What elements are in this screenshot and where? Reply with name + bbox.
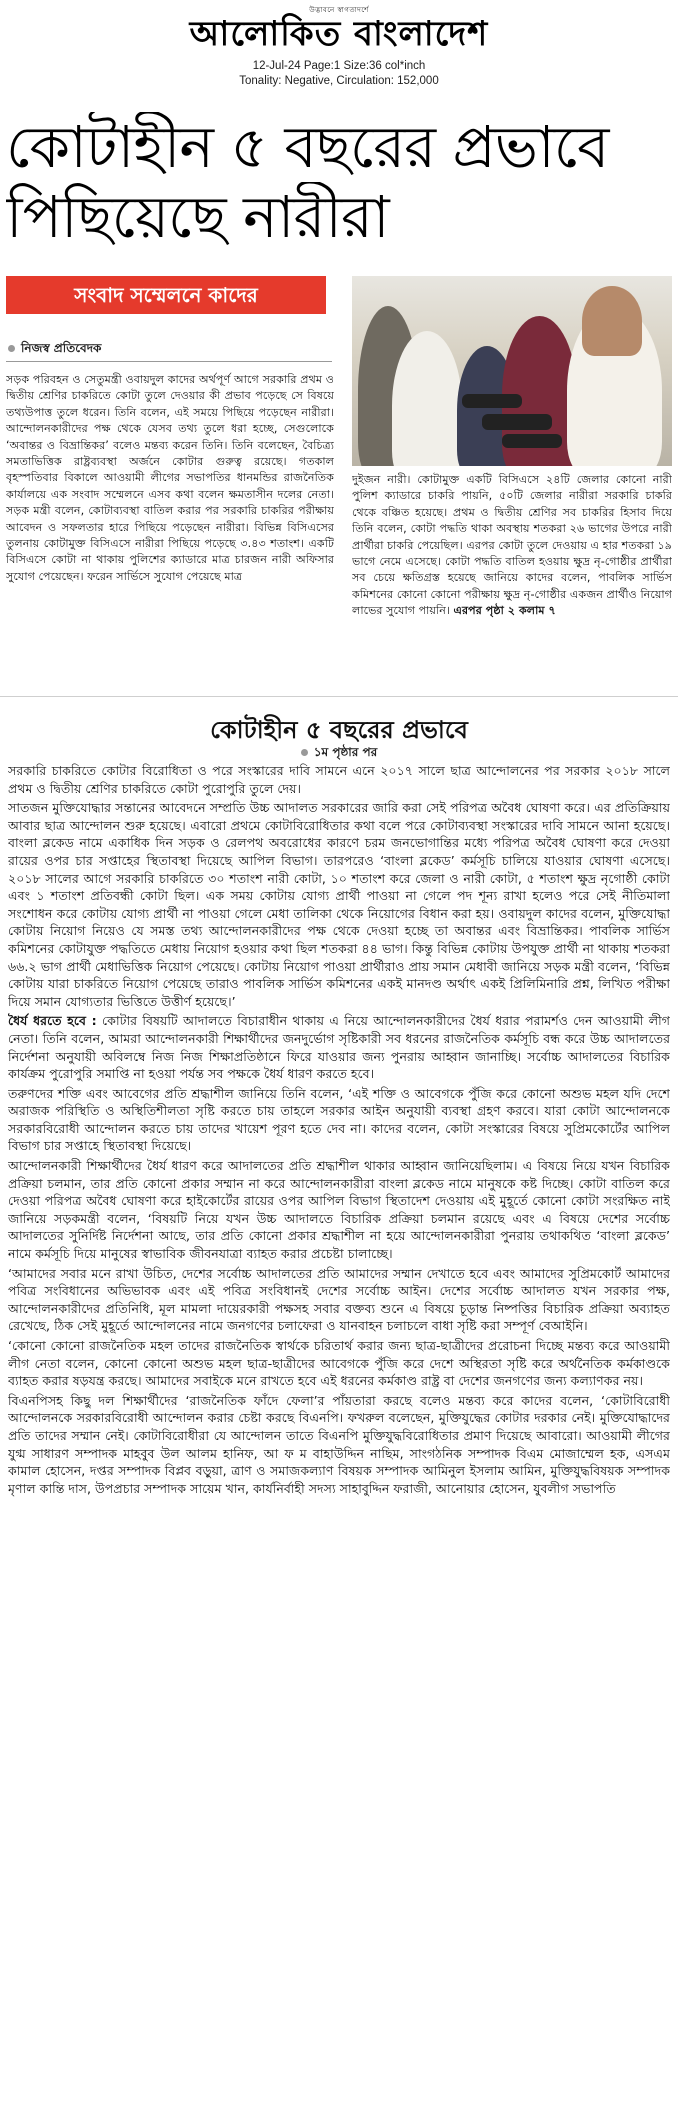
body-paragraph: তরুণদের শক্তি এবং আবেগের প্রতি শ্রদ্ধাশীল জানিয়ে তিনি বলেন, ‘এই শক্তি ও আবেগকে পুঁজি করে কোনো অশুভ মহল যদি দেশে অরাজক পরিস্থিতি ও অস্থিতিশীলতা সৃষ্টি করতে চায় তাহলে সরকার আইন অনুযায়ী ব্যবস্থা গ্রহণ করবে। যারা কোটা আন্দোলনকে সরকারবিরোধী আন্দোলন করতে চায় তাদের খায়েশ পূরণ হতে দেব না। কাদের বলেন, কোটা সংস্কারের বিষয়ে সুপ্রিমকোর্টের আপিল বিভাগ চার সপ্তাহে স্থিতাবস্থা দিয়েছে। — [8, 1085, 670, 1154]
byline-text: নিজস্ব প্রতিবেদক — [21, 341, 102, 355]
lead-text-2: দুইজন নারী। কোটামুক্ত একটি বিসিএসে ২৪টি জেলার কোনো নারী পুলিশ ক্যাডারে চাকরি পায়নি, ৫০টি জেলার নারীরা সরকারি চাকরি থেকে বঞ্চিত হয়েছে। প্রথম ও দ্বিতীয় শ্রেণির সব চাকরির হিসাব দিয়ে তিনি বলেন, কোটা পদ্ধতি থাকা অবস্থায় শতকরা ২৬ ভাগের উপরে নারী প্রার্থীরা চাকরি পেয়েছিল। এরপর কোটা তুলে দেওয়ায় এ হার শতকরা ১৯ ভাগে নেমে এসেছে। কোটা পদ্ধতি বাতিল হওয়ায় ক্ষুদ্র নৃ-গোষ্ঠীর প্রার্থীরা সব চেয়ে ক্ষতিগ্রস্ত হয়েছে জানিয়ে কাদের বলেন, পাবলিক সার্ভিস কমিশনের কোনো কোনো পরীক্ষায় ক্ষুদ্র নৃ-গোষ্ঠীর একজন প্রার্থীও নিয়োগ লাভের সুযোগ পায়নি। — [352, 473, 672, 618]
newspaper-logo: আলোকিত বাংলাদেশ — [189, 14, 489, 54]
byline-rule — [6, 361, 332, 362]
continued-note: এরপর পৃষ্ঠা ২ কলাম ৭ — [453, 604, 556, 618]
body-paragraph: আন্দোলনকারী শিক্ষার্থীদের ধৈর্য ধারণ করে আদালতের প্রতি শ্রদ্ধাশীল থাকার আহ্বান জানিয়েছিলাম। এ বিষয়ে নিয়ে যখন বিচারিক প্রক্রিয়া চলমান, তার প্রতি কোনো প্রকার সম্মান না করে আন্দোলনকারীরা বাংলা ব্লকেড নামে মানুষকে কষ্ট দিচ্ছে। কোটা বাতিল করে দেওয়া পরিপত্র অবৈধ ঘোষণা করে হাইকোর্টের রায়ের ওপর আপিল বিভাগ স্থিতাদেশ দেওয়ায় এই মুহূর্তে কোনো কোটা সংরক্ষিত নাই জানিয়ে সড়কমন্ত্রী বলেন, ‘বিষয়টি নিয়ে যখন উচ্চ আদালতে বিচারিক প্রক্রিয়া চলমান রয়েছে এবং এ বিষয়ে দেশের সর্বোচ্চ আদালতের সুনির্দিষ্ট নির্দেশনা আছে, তার প্রতি কোনো প্রকার শ্রদ্ধাশীল না হয়ে আন্দোলনকারীরা পুনরায় তথাকথিত ‘বাংলা ব্লকেড’ নামে কর্মসূচি দিয়ে মানুষের স্বাভাবিক জীবনযাত্রা ব্যাহত করার প্রচেষ্টা চালাচ্ছে। — [8, 1158, 670, 1262]
body-paragraph: ‘কোনো কোনো রাজনৈতিক মহল তাদের রাজনৈতিক স্বার্থকে চরিতার্থ করার জন্য ছাত্র-ছাত্রীদের প্ররোচনা দিচ্ছে মন্তব্য করে আওয়ামী লীগ নেতা বলেন, কোনো কোনো অশুভ মহল ছাত্র-ছাত্রীদের আবেগকে পুঁজি করে দেশে অস্থিরতা সৃষ্টি করে অর্থনৈতিক কর্মকাণ্ডকে ব্যাহত করার ষড়যন্ত্র করছে। আমাদের সবাইকে মনে রাখতে হবে এই ধরনের কর্মকাণ্ড রাষ্ট্র বা দেশের জনগণের জন্য কল্যাণকর নয়। — [8, 1338, 670, 1389]
lead-column-2 — [352, 472, 672, 686]
jump-note — [0, 744, 678, 764]
bullet-icon — [8, 345, 15, 352]
body-paragraph: ‘আমাদের সবার মনে রাখা উচিত, দেশের সর্বোচ্চ আদালতের প্রতি আমাদের সম্মান দেখাতে হবে এবং আমাদের সুপ্রিমকোর্ট আমাদের পবিত্র সংবিধানের অভিভাবক এবং এই পবিত্র সংবিধানই দেশের সর্বোচ্চ আইন। দেশের সর্বোচ্চ আদালত যখন সরকার পক্ষ, আন্দোলনকারীদের প্রতিনিধি, মূল মামলা দায়েরকারী পক্ষসহ সবার বক্তব্য শুনে এ বিষয়ে চূড়ান্ত নিষ্পত্তির বিচারিক প্রক্রিয়া অব্যাহত রেখেছে, ঠিক সেই মুহূর্তে আন্দোলনের নামে জনগণের চলাফেরা ও যানবাহন চলাচলে বাধা সৃষ্টি করা সম্পূর্ণ বেআইনি। — [8, 1265, 670, 1334]
body-paragraph: সাতজন মুক্তিযোদ্ধার সন্তানের আবেদনে সম্প্রতি উচ্চ আদালত সরকারের জারি করা সেই পরিপত্র অবৈধ ঘোষণা করে। এর প্রতিক্রিয়ায় আবার ছাত্র আন্দোলন শুরু হয়েছে। এবারো প্রথমে কোটাবিরোধিতার কথা বলে পরে কোটাব্যবস্থা সংস্কারের দাবি সামনে আনা হয়েছে। বাংলা ব্লকেড নামে একাধিক দিন সড়ক ও রেলপথ অবরোধের কারণে চরম জনভোগান্তির মধ্যে পরিপত্র অবৈধ ঘোষণা করে দেওয়া রায়ের ওপর চার সপ্তাহের স্থিতাবস্থা দিয়েছে আপিল বিভাগ। তারপরেও ‘বাংলা ব্লকেড’ কর্মসূচি চালিয়ে যাওয়ার ঘোষণা এসেছে। ২০১৮ সালের আগে সরকারি চাকরিতে ৩০ শতাংশ নারী কোটা, ১০ শতাংশ করে জেলা ও নারী কোটা, ৫ শতাংশ ক্ষুদ্র নৃগোষ্ঠী কোটা এবং ১ শতাংশ প্রতিবন্ধী কোটা ছিল। এক সময় কোটায় যোগ্য প্রার্থী পাওয়া না গেলে পদ শূন্য রাখা হলেও পরে সেই নীতিমালা সংশোধন করে কোটায় যোগ্য প্রার্থী না পাওয়া গেলে মেধা তালিকা থেকে নিয়োগের বিধান করা হয়। ওবায়দুল কাদের বলেন, মুক্তিযোদ্ধা কোটায় নিয়োগ নিয়েও যে সমস্ত তথ্য আন্দোলনকারীদের পক্ষ থেকে দেওয়া হচ্ছে তা অবান্তর এবং বিভ্রান্তিকর। পাবলিক সার্ভিস কমিশনের কোটাযুক্ত পদ্ধতিতে মেধায় নিয়োগ হওয়ার কথা ছিল শতকরা ৪৪ ভাগ। কিন্তু বিভিন্ন কোটায় উপযুক্ত প্রার্থী না থাকায় শতকরা ৬৬.২ ভাগ প্রার্থী মেধাভিত্তিক নিয়োগ পেয়েছে। কোটায় নিয়োগ পাওয়া প্রার্থীরাও প্রায় সমান মেধাবী জানিয়ে সড়ক মন্ত্রী বলেন, ‘বিভিন্ন কোটায় যারা চাকরিতে নিয়োগ পেয়েছে তারাও পাবলিক সার্ভিস কমিশনের একই মানদণ্ড অর্থাৎ একই প্রিলিমিনারি প্রশ্ন, লিখিত পরীক্ষা দিয়ে সমান যোগ্যতার ভিত্তিতে উত্তীর্ণ হয়েছে।’ — [8, 800, 670, 1009]
headline-line-1: কোটাহীন ৫ বছরের প্রভাবে — [6, 113, 609, 181]
lead-text-1: সড়ক পরিবহন ও সেতুমন্ত্রী ওবায়দুল কাদের অর্থপূর্ণ আগে সরকারি প্রথম ও দ্বিতীয় শ্রেণির চাকরিতে কোটা তুলে দেওয়ার কী প্রভাব পড়েছে সে বিষয়ে তথ্যউপাত্ত তুলে ধরেন। তিনি বলেন, এই সময়ে পিছিয়ে পড়েছেন নারীরা। আন্দোলনকারীদের পক্ষ থেকে যেসব তথ্য তুলে ধরা হচ্ছে, সেগুলোকে ‘অবান্তর ও বিভ্রান্তিকর’ বলেও মন্তব্য করেন তিনি। তিনি বলেছেন, বৈচিত্র্য সমতাভিত্তিক রাষ্ট্রব্যবস্থা অর্জনে কোটার গুরুত্ব রয়েছে। গতকাল বৃহস্পতিবার বিকালে আওয়ামী লীগের সভাপতির ধানমন্ডির রাজনৈতিক কার্যালয়ে এক সংবাদ সম্মেলনে এসব কথা বলেন ক্ষমতাসীন দলের নেতা। সড়ক মন্ত্রী বলেন, কোটাব্যবস্থা বাতিল করার পর সরকারি চাকরির পরীক্ষায় আবেদন ও সফলতার হারে পিছিয়ে পড়েছেন নারীরা। বিভিন্ন বিসিএসের তুলনায় কোটামুক্ত বিসিএসে নারীরা পিছিয়ে পড়েছে ৩.৪৩ শতাংশ। একটি বিসিএসে কোটা না থাকায় পুলিশের ক্যাডারে মাত্র চারজন নারী অফিসার সুযোগ পেয়েছেন। ফরেন সার্ভিসে সুযোগ পেয়েছে মাত্র — [6, 373, 334, 583]
byline — [8, 340, 101, 360]
clip-meta-tonality: Tonality: Negative, Circulation: 152,000 — [239, 75, 439, 87]
body-paragraph: সরকারি চাকরিতে কোটার বিরোধিতা ও পরে সংস্কারের দাবি সামনে এনে ২০১৭ সালে ছাত্র আন্দোলনের পর সরকার ২০১৮ সালে প্রথম ও দ্বিতীয় শ্রেণির চাকরিতে কোটা পুরোপুরি তুলে দেয়। — [8, 763, 670, 796]
masthead — [0, 4, 678, 52]
body-paragraph: বিএনপিসহ কিছু দল শিক্ষার্থীদের ‘রাজনৈতিক ফাঁদে ফেলা’র পাঁয়তারা করছে বলেও মন্তব্য করে কাদের বলেন, ‘কোটাবিরোধী আন্দোলনকে সরকারবিরোধী আন্দোলন করার চেষ্টা করছে বিএনপি। ফখরুল বলেছেন, মুক্তিযুদ্ধের কোটার দরকার নেই। মুক্তিযোদ্ধাদের প্রতি তাদের সম্মান নেই। কোটাবিরোধীরা যে আন্দোলন তাতে বিএনপি মুক্তিযুদ্ধবিরোধিতার প্রমাণ দিয়েছে আবারো। আওয়ামী লীগের যুগ্ম সাধারণ সম্পাদক মাহবুব উল আলম হানিফ, আ ফ ম বাহাউদ্দিন নাছিম, সাংগঠনিক সম্পাদক বিএম মোজাম্মেল হক, এসএম কামাল হোসেন, দপ্তর সম্পাদক বিপ্লব বড়ুয়া, ত্রাণ ও সমাজকল্যাণ বিষয়ক সম্পাদক আমিনুল ইসলাম আমিন, মুক্তিযুদ্ধবিষয়ক সম্পাদক মৃণাল কান্তি দাস, উপপ্রচার সম্পাদক সায়েম খান, কার্যনির্বাহী সদস্য সাহাবুদ্দিন ফরাজী, আনোয়ার হোসেন, যুবলীগ সভাপতি — [8, 1392, 670, 1496]
lead-column-1 — [6, 372, 334, 682]
jump-note-text: ১ম পৃষ্ঠার পর — [313, 745, 378, 759]
clip-meta-info: 12-Jul-24 Page:1 Size:36 col*inch — [252, 60, 426, 72]
jump-headline: কোটাহীন ৫ বছরের প্রভাবে — [210, 716, 468, 744]
article-body — [8, 762, 670, 2118]
body-paragraph — [8, 1012, 670, 1082]
section-banner: সংবাদ সম্মেলনে কাদের — [6, 276, 326, 314]
body-text: কোটার বিষয়টি আদালতে বিচারাধীন থাকায় এ নিয়ে আন্দোলনকারীদের ধৈর্য ধরার পরামর্শও দেন আওয়ামী লীগ নেতা। তিনি বলেন, আমরা আন্দোলনকারী শিক্ষার্থীদের জনদুর্ভোগ সৃষ্টিকারী সব ধরনের রাজনৈতিক কর্মসূচি বন্ধ করে উচ্চ আদালতের নির্দেশনা অনুযায়ী অবিলম্বে নিজ নিজ শিক্ষাপ্রতিষ্ঠানে ফিরে যাওয়ার জন্য পুনরায় আহ্বান জানাচ্ছি। সর্বোচ্চ আদালতের বিচারিক কার্যক্রম পুরোপুরি সমাপ্তি না হওয়া পর্যন্ত সব পক্ষকে ধৈর্য ধারণ করতে হবে। — [8, 1013, 670, 1082]
headline-line-2: পিছিয়েছে নারীরা — [6, 183, 389, 251]
subheading: ধৈর্য ধরতে হবে : — [8, 1013, 97, 1029]
main-headline — [6, 112, 672, 252]
bullet-icon — [301, 749, 308, 756]
news-photo — [352, 276, 672, 466]
section-divider — [0, 696, 678, 697]
masthead-tagline: উদ্ভাবনে স্বাগতাদর্শে — [309, 6, 369, 14]
